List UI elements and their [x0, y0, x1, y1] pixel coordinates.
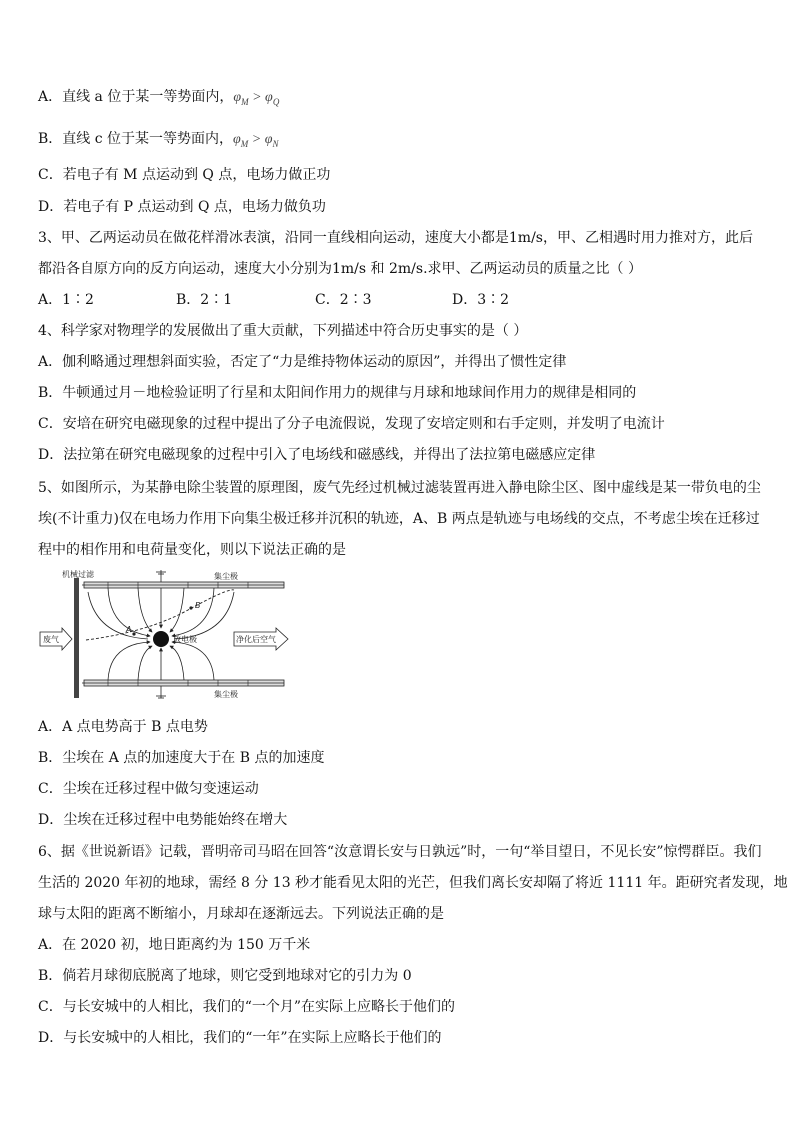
q5-stem-line3: 程中的相作用和电荷量变化，则以下说法正确的是 [38, 542, 346, 558]
q3-stem-line2: 都沿各自原方向的反方向运动，速度大小分别为1m/s 和 2m/s.求甲、乙两运动员的质量之比（ ） [38, 261, 642, 277]
q6-option-d: D．与长安城中的人相比，我们的“一年”在实际上应略长于他们的 [38, 1030, 442, 1046]
outlet-label: 净化后空气 [236, 635, 276, 644]
filter-plate [74, 578, 79, 698]
q2-option-b-formula: $\varphi_M > \varphi_N$ [233, 132, 279, 149]
q2-option-b-text: B．直线 c 位于某一等势面内， [38, 131, 234, 147]
q5-option-a: A．A 点电势高于 B 点电势 [38, 719, 208, 735]
q6-option-a: A．在 2020 初，地日距离约为 150 万千米 [38, 937, 311, 953]
q4-option-d: D．法拉第在研究电磁现象的过程中引入了电场线和磁感线，并得出了法拉第电磁感应定律 [38, 447, 596, 463]
q4-option-a: A．伽利略通过理想斜面实验，否定了“力是维持物体运动的原因”，并得出了惯性定律 [38, 354, 567, 370]
filter-label: 机械过滤 [62, 570, 94, 579]
q6-stem-line2: 生活的 2020 年初的地球，需经 8 分 13 秒才能看见太阳的光芒，但我们离长安却隔了将近 1111 年。距研究者发现，地 [38, 875, 788, 891]
precipitator-diagram [38, 570, 290, 706]
inlet-arrow [40, 628, 72, 650]
q3-option-a: A．1∶2 [38, 292, 94, 308]
electrode-label: 放电极 [173, 635, 197, 644]
outlet-arrow [234, 628, 288, 650]
q6-stem-line1: 6、据《世说新语》记载，晋明帝司马昭在回答“汝意谓长安与日孰远”时，一句“举目望日，不见长安”惊愕群臣。我们 [38, 844, 762, 860]
top-collector-label: 集尘极 [214, 572, 238, 581]
q2-option-a [38, 88, 279, 111]
ground-symbol-top [156, 570, 166, 582]
inlet-label: 废气 [43, 635, 59, 644]
q5-option-c: C．尘埃在迁移过程中做匀变速运动 [38, 781, 259, 797]
q3-option-c: C．2∶3 [315, 292, 372, 308]
point-b-label: B [195, 601, 201, 610]
discharge-electrode [153, 631, 169, 647]
q6-stem-line3: 球与太阳的距离不断缩小，月球却在逐渐远去。下列说法正确的是 [38, 906, 444, 922]
point-a [132, 632, 135, 635]
bottom-collector-label: 集尘极 [214, 690, 238, 699]
point-b [189, 606, 192, 609]
q2-option-a-text: A．直线 a 位于某一等势面内， [38, 89, 234, 105]
q3-option-b: B．2∶1 [176, 292, 233, 308]
q2-option-c: C．若电子有 M 点运动到 Q 点，电场力做正功 [38, 167, 331, 183]
q5-option-d: D．尘埃在迁移过程中电势能始终在增大 [38, 812, 288, 828]
q5-option-b: B．尘埃在 A 点的加速度大于在 B 点的加速度 [38, 750, 325, 766]
q2-option-a-formula: $\varphi_M > \varphi_Q$ [233, 90, 280, 107]
q5-stem-line1: 5、如图所示，为某静电除尘装置的原理图，废气先经过机械过滤装置再进入静电除尘区、图中虚线是某一带负电的尘 [38, 480, 761, 496]
q6-option-b: B．倘若月球彻底脱离了地球，则它受到地球对它的引力为 0 [38, 968, 412, 984]
q5-stem-line2: 埃(不计重力)仅在电场力作用下向集尘极迁移并沉积的轨迹，A、B 两点是轨迹与电场线的交点，不考虑尘埃在迁移过 [38, 511, 760, 527]
q3-option-d: D．3∶2 [452, 292, 510, 308]
q2-option-b [38, 130, 279, 153]
ground-symbol-bottom [156, 686, 166, 698]
q2-option-d: D．若电子有 P 点运动到 Q 点，电场力做负功 [38, 199, 326, 215]
point-a-label: A [126, 625, 132, 634]
q3-stem-line1: 3、甲、乙两运动员在做花样滑冰表演，沿同一直线相向运动，速度大小都是1m/s，甲、乙相遇时用力推对方，此后 [38, 230, 753, 246]
q4-option-c: C．安培在研究电磁现象的过程中提出了分子电流假说，发现了安培定则和右手定则，并发明了电流计 [38, 416, 665, 432]
q4-stem: 4、科学家对物理学的发展做出了重大贡献，下列描述中符合历史事实的是（ ） [38, 323, 528, 339]
q6-option-c: C．与长安城中的人相比，我们的“一个月”在实际上应略长于他们的 [38, 999, 456, 1015]
q4-option-b: B．牛顿通过月－地检验证明了行星和太阳间作用力的规律与月球和地球间作用力的规律是相同的 [38, 385, 637, 401]
